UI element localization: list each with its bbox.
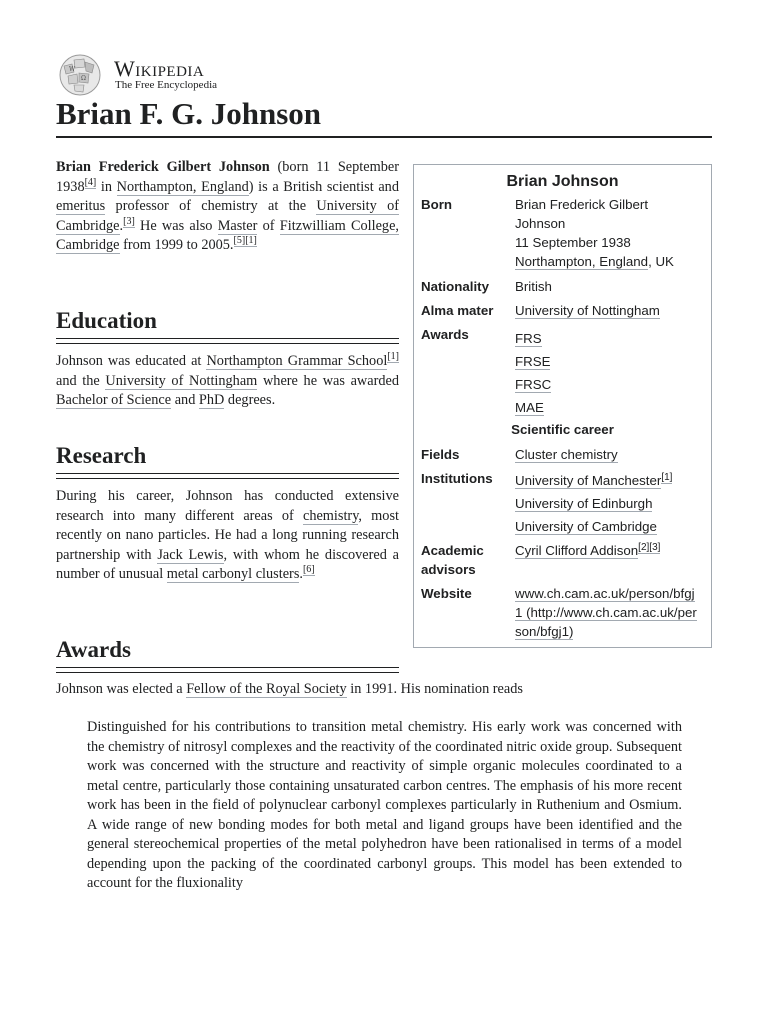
link-university-of-manchester[interactable]: University of Manchester <box>515 473 662 488</box>
wikipedia-header[interactable] <box>56 54 316 96</box>
citation-5-link[interactable]: [5] <box>233 235 246 247</box>
link-northampton[interactable]: Northampton, England <box>116 178 249 195</box>
infobox-label-awards: Awards <box>421 327 469 342</box>
infobox-label-academic-advisors: Academic advisors <box>421 543 484 577</box>
infobox <box>413 164 712 648</box>
citation-4[interactable] <box>85 177 97 189</box>
born-place <box>515 252 705 271</box>
intro-text: in <box>96 178 117 195</box>
subject-name: Brian Frederick Gilbert Johnson <box>56 159 270 175</box>
citation-4-link[interactable]: [4] <box>84 176 97 188</box>
link-master[interactable]: Master <box>217 217 258 234</box>
link-chemistry[interactable]: chemistry <box>302 507 359 524</box>
research-text: During his career, Johnson has conducted extensive research into many different areas of <box>56 488 399 524</box>
link-award-frsc[interactable]: FRSC <box>515 377 552 392</box>
intro-text: from 1999 to 2005. <box>119 237 234 253</box>
link-northampton-grammar-school[interactable]: Northampton Grammar School <box>206 353 388 369</box>
infobox-label-born: Born <box>421 197 453 212</box>
title-divider <box>56 136 712 138</box>
link-cyril-clifford-addison[interactable]: Cyril Clifford Addison <box>515 543 639 558</box>
research-text: , most recently on nano particles. He had a long running research partnership with <box>56 507 399 563</box>
intro-text: ) is a British scientist and <box>248 178 399 195</box>
infobox-value-fields <box>515 445 705 464</box>
research-divider <box>56 473 399 479</box>
infobox-label-nationality: Nationality <box>421 279 489 294</box>
link-university-of-cambridge[interactable]: University of Cambridge <box>56 198 400 234</box>
education-text: degrees. <box>224 392 276 408</box>
citation-2-3-link[interactable]: [2][3] <box>638 541 661 553</box>
link-phd[interactable]: PhD <box>198 392 225 408</box>
education-text: and the <box>56 372 106 389</box>
link-award-frs[interactable]: FRS <box>515 331 542 346</box>
page-title: Brian F. G. Johnson <box>56 96 322 131</box>
wikipedia-wordmark: Wikipedia <box>114 56 205 81</box>
citation-1[interactable] <box>387 351 399 363</box>
link-cluster-chemistry[interactable]: Cluster chemistry <box>515 447 618 462</box>
link-alma-mater[interactable]: University of Nottingham <box>515 303 660 318</box>
citation-2-3[interactable] <box>638 542 660 554</box>
link-emeritus[interactable]: emeritus <box>56 198 106 214</box>
infobox-label-website: Website <box>421 586 472 601</box>
citation-3-link[interactable]: [3] <box>123 215 135 227</box>
awards-text: Johnson was elected a <box>56 681 187 697</box>
citation-1-link[interactable]: [1] <box>387 351 399 363</box>
infobox-label-fields: Fields <box>421 447 460 462</box>
citation-6-link[interactable]: [6] <box>302 564 315 576</box>
education-text: and <box>171 392 199 408</box>
awards-divider <box>56 667 399 673</box>
intro-text: professor of chemistry at the <box>105 198 317 214</box>
link-university-of-edinburgh[interactable]: University of Edinburgh <box>515 496 653 511</box>
born-place-suffix: , UK <box>648 254 674 269</box>
link-jack-lewis[interactable]: Jack Lewis <box>157 546 224 563</box>
heading-awards: Awards <box>56 637 131 662</box>
intro-text: (born 11 September 1938 <box>56 159 399 195</box>
education-paragraph <box>56 352 399 411</box>
link-university-of-cambridge[interactable]: University of Cambridge <box>515 519 657 534</box>
research-text: . <box>299 566 303 582</box>
infobox-subheader: Scientific career <box>511 422 614 437</box>
wikipedia-globe-logo[interactable] <box>56 54 104 96</box>
link-fellow-of-the-royal-society[interactable]: Fellow of the Royal Society <box>186 681 347 697</box>
infobox-value-alma-mater <box>515 301 705 320</box>
infobox-label-alma-mater: Alma mater <box>421 303 494 318</box>
citation-1-link[interactable]: [1] <box>661 471 673 483</box>
link-award-frse[interactable]: FRSE <box>515 354 551 369</box>
infobox-value-academic-advisors <box>515 541 705 560</box>
citation-3[interactable] <box>123 216 135 228</box>
infobox-value-institutions <box>515 469 705 538</box>
infobox-value-awards <box>515 327 705 419</box>
link-fitzwilliam-college[interactable]: Fitzwilliam College, Cambridge <box>56 217 400 253</box>
intro-text: . <box>119 217 124 234</box>
wikipedia-tagline: The Free Encyclopedia <box>115 79 218 91</box>
education-text: Johnson was educated at <box>56 353 207 369</box>
infobox-value-born <box>515 195 705 271</box>
link-metal-carbonyl-clusters[interactable]: metal carbonyl clusters <box>166 566 300 582</box>
infobox-value-nationality: British <box>515 279 552 294</box>
born-name: Brian Frederick Gilbert Johnson <box>515 197 649 231</box>
link-website[interactable]: www.ch.cam.ac.uk/person/bfgj1 (http://www.ch.cam.ac.uk/person/bfgj1) <box>515 586 697 639</box>
education-text: where he was awarded <box>257 372 400 389</box>
link-born-place[interactable]: Northampton, England <box>515 254 649 269</box>
infobox-label-institutions: Institutions <box>421 471 493 486</box>
intro-paragraph <box>56 158 399 256</box>
svg-text:W: W <box>69 66 76 73</box>
intro-text: He was also <box>134 217 218 234</box>
link-university-of-nottingham[interactable]: University of Nottingham <box>105 372 258 389</box>
citation-1[interactable] <box>661 472 672 484</box>
education-divider <box>56 338 399 344</box>
link-award-mae[interactable]: MAE <box>515 400 544 415</box>
awards-paragraph <box>56 680 712 700</box>
infobox-value-website <box>515 584 700 641</box>
citation-6[interactable] <box>303 564 315 576</box>
citation-1[interactable] <box>245 235 257 247</box>
nomination-quote: Distinguished for his contributions to transition metal chemistry. His early work was concerned with the chemistry of nitrosyl complexes and the reactivity of the coordinated nitric oxide group. Subsequent work was concerned with the structure and reactivity of simple organic molecules coordinated to a metal centre, particularly those containing unsaturated carbon centres. The emphasis of his more recent work has been in the field of polynuclear carbonyl complexes particularly in Ruthenium and Osmium. A wide range of new bonding modes for both metal and ligand groups have been identified and the general stereochemical properties of the metal polyhedron have been rationalised in terms of a model depending upon the packing of the coordinated carbonyl groups. This model has been extended to account for the fluxionality <box>87 719 682 891</box>
awards-text: in 1991. His nomination reads <box>346 681 523 697</box>
infobox-title: Brian Johnson <box>506 173 619 190</box>
citation-5[interactable] <box>234 235 246 247</box>
research-paragraph <box>56 487 399 585</box>
intro-text: of <box>257 217 280 234</box>
heading-research: Research <box>56 443 147 468</box>
born-date: 11 September 1938 <box>515 235 631 250</box>
svg-text:Ω: Ω <box>81 75 86 82</box>
link-bachelor-of-science[interactable]: Bachelor of Science <box>56 392 172 408</box>
heading-education: Education <box>56 308 157 333</box>
citation-1-link[interactable]: [1] <box>245 235 257 247</box>
research-text: , with whom he discovered a number of unusual <box>56 546 400 582</box>
